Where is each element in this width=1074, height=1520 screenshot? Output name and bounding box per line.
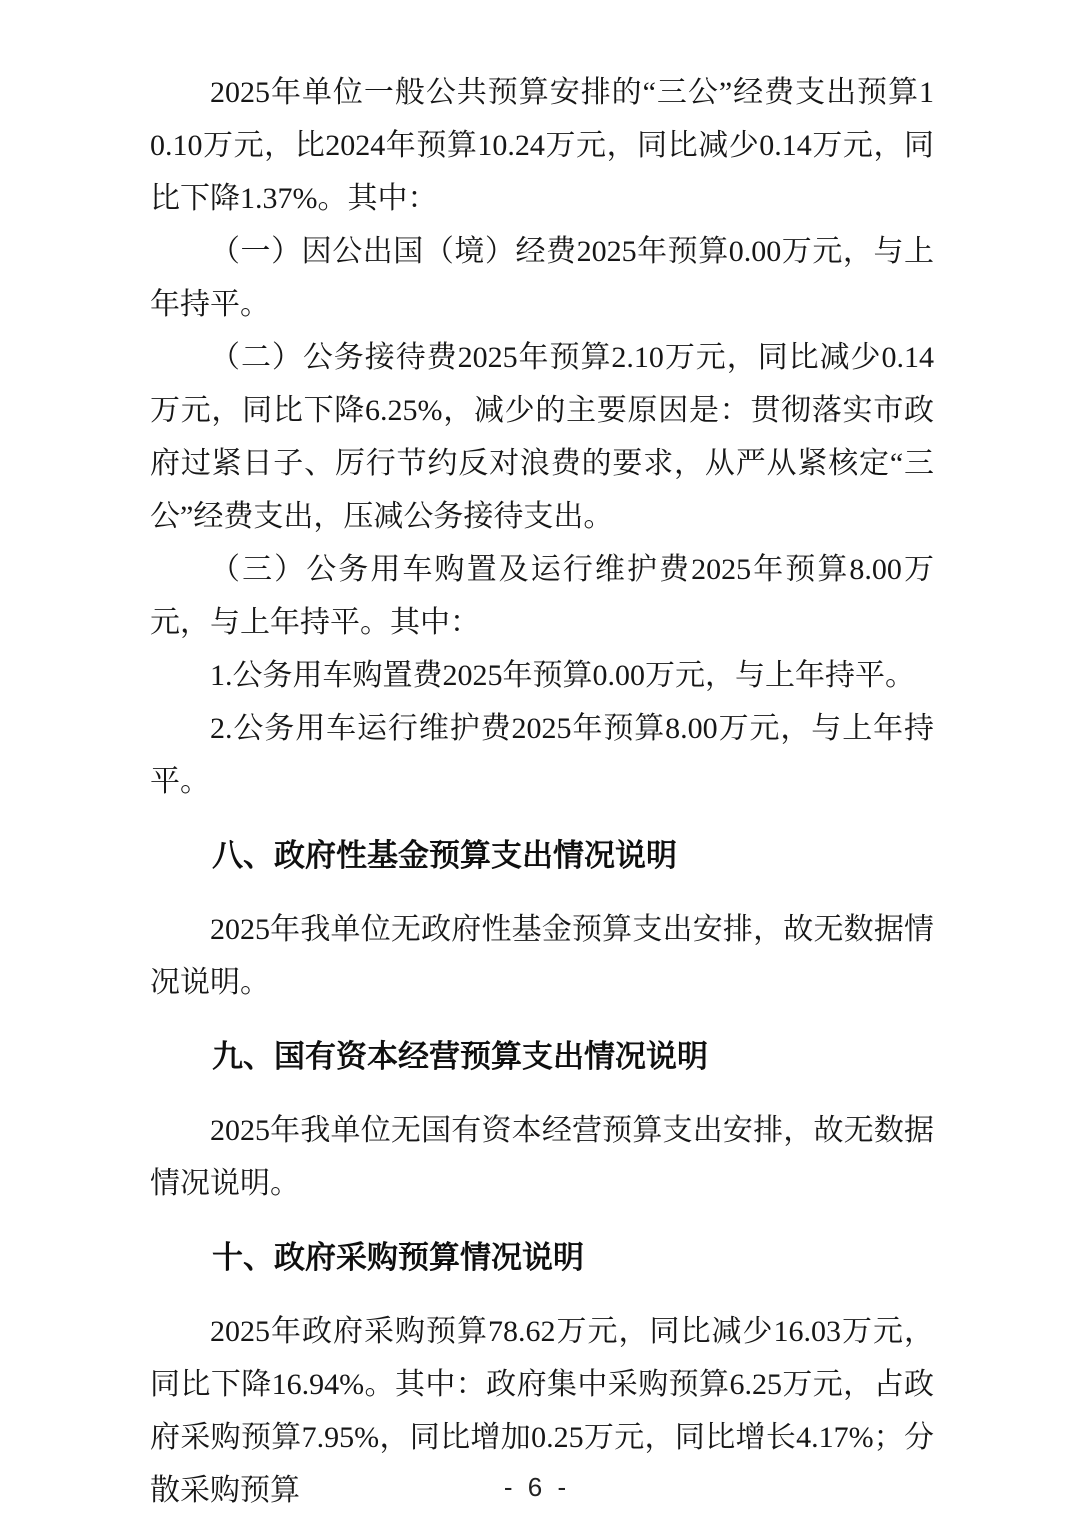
paragraph-sangong-budget-summary: 2025年单位一般公共预算安排的“三公”经费支出预算10.10万元，比2024年预算10.24万元，同比减少0.14万元，同比下降1.37%。其中： (150, 76, 934, 215)
paragraph-item3-official-vehicles: （三）公务用车购置及运行维护费2025年预算8.00万元，与上年持平。其中： (150, 553, 934, 639)
heading-section-9-state-capital-budget: 九、国有资本经营预算支出情况说明 (212, 1039, 708, 1074)
paragraph-government-fund-note: 2025年我单位无政府性基金预算支出安排，故无数据情况说明。 (150, 913, 934, 999)
paragraph-item1-overseas-travel: （一）因公出国（境）经费2025年预算0.00万元，与上年持平。 (150, 235, 934, 321)
document-body (150, 66, 934, 1517)
heading-section-8-government-fund-budget: 八、政府性基金预算支出情况说明 (212, 838, 677, 873)
list-item-vehicle-maintenance: 2.公务用车运行维护费2025年预算8.00万元，与上年持平。 (150, 712, 934, 798)
page-number: - 6 - (503, 1472, 571, 1502)
list-item-vehicle-purchase: 1.公务用车购置费2025年预算0.00万元，与上年持平。 (210, 659, 915, 692)
paragraph-item2-official-reception: （二）公务接待费2025年预算2.10万元，同比减少0.14万元，同比下降6.25%，减少的主要原因是：贯彻落实市政府过紧日子、厉行节约反对浪费的要求，从严从紧核定“三公”经费支出，压减公务接待支出。 (150, 341, 934, 533)
paragraph-state-capital-note: 2025年我单位无国有资本经营预算支出安排，故无数据情况说明。 (150, 1114, 934, 1200)
heading-section-10-government-procurement: 十、政府采购预算情况说明 (212, 1240, 584, 1275)
paragraph-procurement-budget: 2025年政府采购预算78.62万元，同比减少16.03万元，同比下降16.94%。其中：政府集中采购预算6.25万元，占政府采购预算7.95%，同比增加0.25万元，同比增长4.17%；分散采购预算 (150, 1315, 934, 1507)
